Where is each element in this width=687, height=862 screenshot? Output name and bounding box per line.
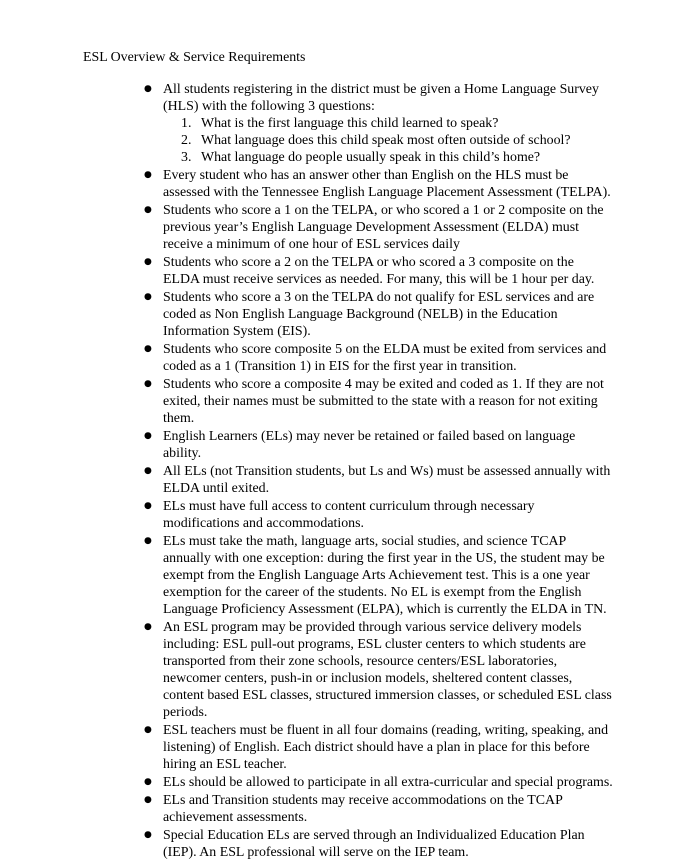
list-item — [144, 167, 613, 201]
list-item — [144, 498, 613, 532]
list-item — [144, 722, 613, 773]
bullet-icon: ● — [144, 257, 152, 267]
list-item — [144, 463, 613, 497]
list-item — [144, 254, 613, 288]
list-item — [144, 289, 613, 340]
list-item-text: All ELs (not Transition students, but Ls and Ws) must be assessed annually with ELDA until exited. — [163, 464, 611, 496]
list-item — [144, 619, 613, 721]
bullet-icon: ● — [144, 795, 152, 805]
list-item — [144, 774, 613, 791]
page-title: ESL Overview & Service Requirements — [83, 50, 306, 65]
list-item — [144, 81, 613, 166]
list-item-text: All students registering in the district must be given a Home Language Survey (HLS) with the following 3 questions: — [163, 82, 599, 114]
sublist-number: 1. — [181, 116, 192, 131]
list-item-text: ELs and Transition students may receive accommodations on the TCAP achievement assessments. — [163, 793, 563, 825]
numbered-sublist — [163, 115, 613, 166]
bullet-icon: ● — [144, 170, 152, 180]
bullet-list — [144, 81, 613, 862]
sublist-item — [163, 149, 613, 166]
sublist-item — [163, 115, 613, 132]
list-item-text: Every student who has an answer other than English on the HLS must be assessed with the Tennessee English Language Placement Assessment (TELPA). — [163, 168, 611, 200]
bullet-icon: ● — [144, 777, 152, 787]
sublist-item-text: What language do people usually speak in this child’s home? — [201, 150, 541, 165]
list-item-text: An ESL program may be provided through various service delivery models including: ESL pull-out programs, ESL cluster centers to which students are transported from their zone schools, resource centers/ESL laboratories, newcomer centers, push-in or inclusion models, sheltered content classes, content based ESL classes, structured immersion classes, or scheduled ESL class periods. — [163, 620, 612, 720]
bullet-icon: ● — [144, 622, 152, 632]
list-item — [144, 202, 613, 253]
list-item-text: ELs must take the math, language arts, social studies, and science TCAP annually with one exception: during the first year in the US, the student may be exempt from the English Language Arts Achievement test. This is a one year exemption for the career of the students. No EL is exempt from the English Language Proficiency Assessment (ELPA), which is currently the ELDA in TN. — [163, 534, 607, 617]
bullet-icon: ● — [144, 205, 152, 215]
sublist-item-text: What language does this child speak most often outside of school? — [201, 133, 571, 148]
list-item — [144, 533, 613, 618]
list-item-text: ESL teachers must be fluent in all four domains (reading, writing, speaking, and listening) of English. Each district should have a plan in place for this before hiring an ESL teacher. — [163, 723, 609, 772]
list-item — [144, 341, 613, 375]
list-item-text: ELs should be allowed to participate in all extra-curricular and special programs. — [163, 775, 613, 790]
bullet-icon: ● — [144, 292, 152, 302]
sublist-item — [163, 132, 613, 149]
bullet-icon: ● — [144, 344, 152, 354]
list-item-text: ELs must have full access to content curriculum through necessary modifications and accommodations. — [163, 499, 535, 531]
list-item-text: English Learners (ELs) may never be retained or failed based on language ability. — [163, 429, 576, 461]
list-item — [144, 792, 613, 826]
list-item-text: Special Education ELs are served through an Individualized Education Plan (IEP). An ESL professional will serve on the IEP team. — [163, 828, 585, 860]
list-item-text: Students who score a 2 on the TELPA or who scored a 3 composite on the ELDA must receive services as needed. For many, this will be 1 hour per day. — [163, 255, 595, 287]
bullet-icon: ● — [144, 84, 152, 94]
list-item-text: Students who score a 3 on the TELPA do not qualify for ESL services and are coded as Non English Language Background (NELB) in the Education Information System (EIS). — [163, 290, 595, 339]
bullet-icon: ● — [144, 379, 152, 389]
list-item — [144, 376, 613, 427]
list-item — [144, 827, 613, 861]
sublist-number: 2. — [181, 133, 192, 148]
sublist-item-text: What is the first language this child learned to speak? — [201, 116, 499, 131]
sublist-number: 3. — [181, 150, 192, 165]
bullet-icon: ● — [144, 725, 152, 735]
bullet-icon: ● — [144, 830, 152, 840]
bullet-icon: ● — [144, 501, 152, 511]
list-item-text: Students who score a composite 4 may be exited and coded as 1. If they are not exited, their names must be submitted to the state with a reason for not exiting them. — [163, 377, 604, 426]
list-item — [144, 428, 613, 462]
bullet-icon: ● — [144, 466, 152, 476]
list-item-text: Students who score composite 5 on the ELDA must be exited from services and coded as a 1 (Transition 1) in EIS for the first year in transition. — [163, 342, 607, 374]
bullet-icon: ● — [144, 536, 152, 546]
bullet-icon: ● — [144, 431, 152, 441]
list-item-text: Students who score a 1 on the TELPA, or who scored a 1 or 2 composite on the previous year’s English Language Development Assessment (ELDA) must receive a minimum of one hour of ESL services daily — [163, 203, 604, 252]
